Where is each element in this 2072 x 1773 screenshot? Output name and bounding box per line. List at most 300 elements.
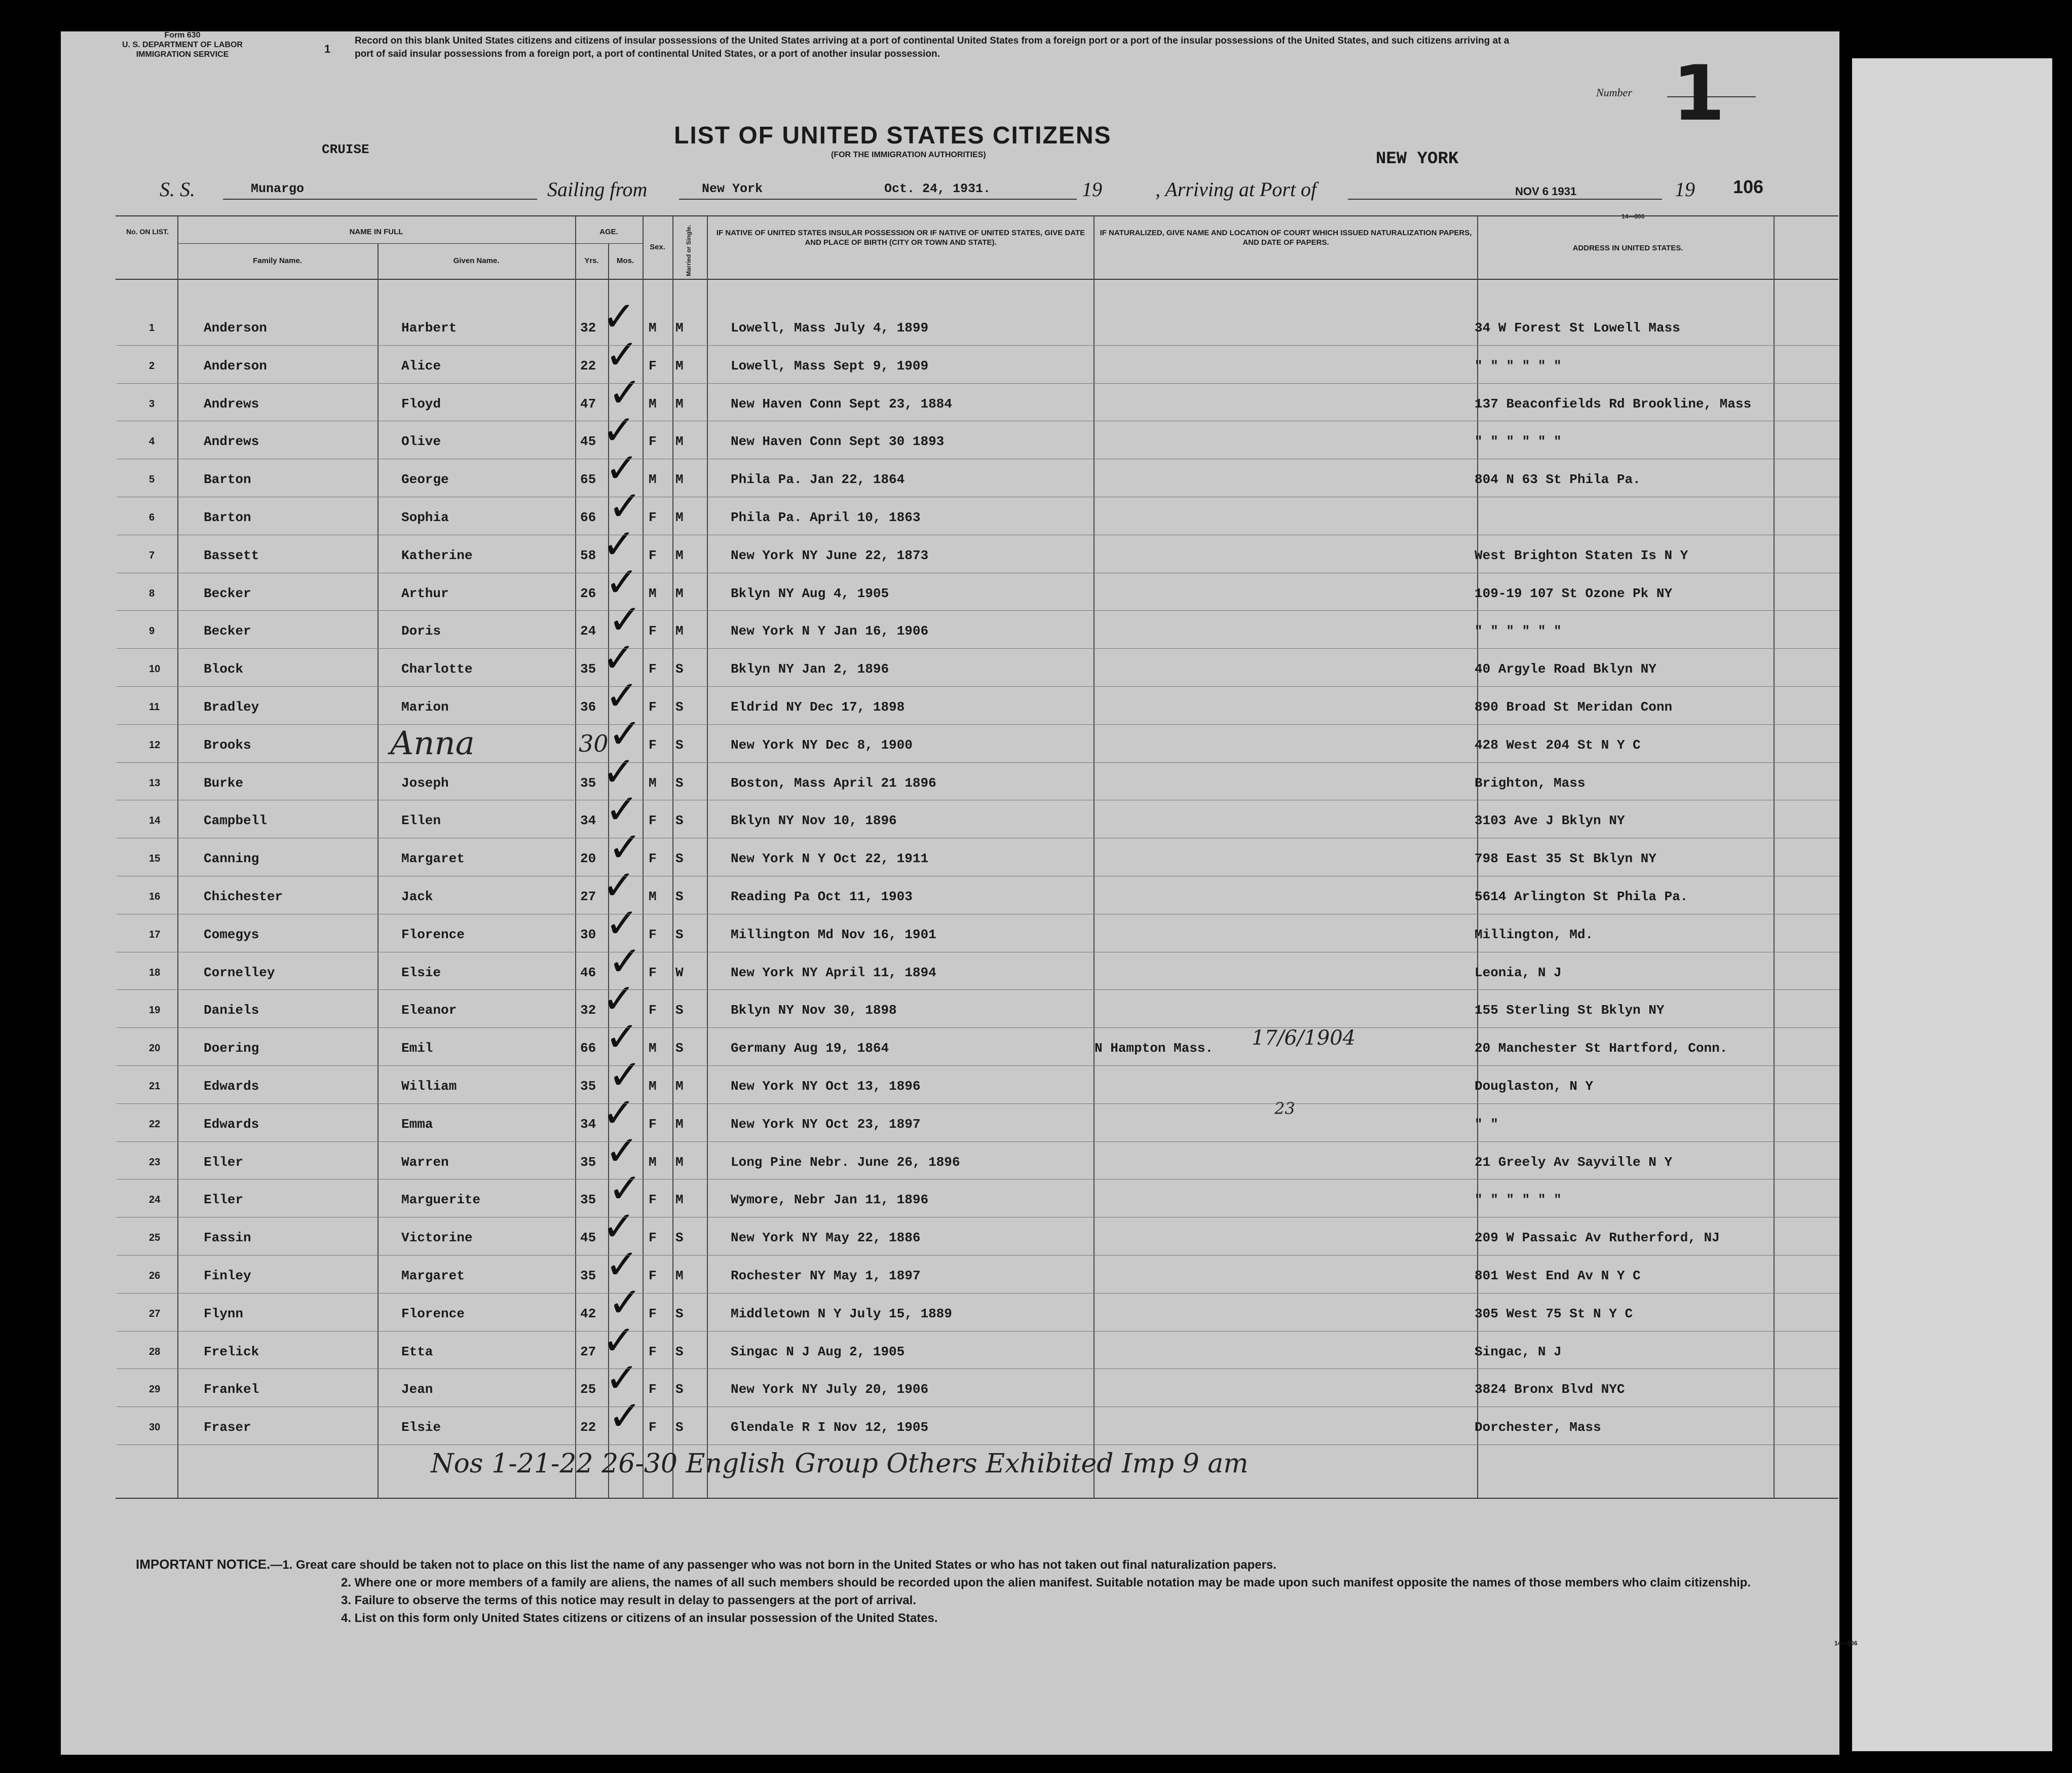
marital-status: M xyxy=(675,434,684,450)
family-name: Barton xyxy=(204,510,251,525)
age-years: 34 xyxy=(580,1116,596,1132)
family-name: Barton xyxy=(204,472,251,488)
handwritten-given-name-12: Anna xyxy=(390,725,475,762)
row-divider xyxy=(117,686,1839,687)
check-mark-icon: ✓ xyxy=(602,748,636,795)
family-name: Brooks xyxy=(204,737,251,753)
birth-place-date: New York NY June 22, 1873 xyxy=(731,547,929,563)
age-years: 27 xyxy=(580,1344,596,1359)
family-name: Edwards xyxy=(204,1116,259,1132)
birth-place-date: Millington Md Nov 16, 1901 xyxy=(731,927,936,942)
row-number: 5 xyxy=(149,474,155,486)
notice-item: —1. Great care should be taken not to place on this list the name of any passenger who was not born in the United States or who has not taken out final naturalization papers. xyxy=(270,1558,1276,1572)
birth-place-date: Glendale R I Nov 12, 1905 xyxy=(731,1420,929,1435)
given-name: Florence xyxy=(401,1306,465,1321)
row-number: 14 xyxy=(149,815,161,827)
birth-place-date: New York N Y Oct 22, 1911 xyxy=(731,851,929,867)
adjacent-page-edge xyxy=(1852,58,2052,1751)
address: 428 West 204 St N Y C xyxy=(1475,737,1641,753)
naturalization-court: N Hampton Mass. xyxy=(1095,1041,1214,1056)
address: Dorchester, Mass xyxy=(1475,1420,1601,1435)
row-number: 28 xyxy=(149,1346,161,1357)
address: 21 Greely Av Sayville N Y xyxy=(1475,1154,1673,1170)
family-name: Frankel xyxy=(204,1382,259,1397)
table-row xyxy=(117,612,1839,650)
age-years: 35 xyxy=(580,1079,596,1094)
col-header-naturalized: IF NATURALIZED, GIVE NAME AND LOCATION OF COURT WHICH ISSUED NATURALIZATION PAPERS, AND DATE OF PAPERS. xyxy=(1100,229,1472,247)
marital-status: S xyxy=(675,813,684,829)
notice-item: 3. Failure to observe the terms of this notice may result in delay to passengers at the port of arrival. xyxy=(341,1594,916,1607)
ship-name: Munargo xyxy=(251,181,305,196)
check-mark-icon: ✓ xyxy=(608,824,643,871)
row-divider xyxy=(117,1331,1839,1332)
age-years: 22 xyxy=(580,1420,596,1435)
form-code-bottom: 14—806 xyxy=(1834,1640,1858,1647)
table-row xyxy=(117,1409,1839,1446)
row-number: 4 xyxy=(149,436,155,448)
birth-place-date: Rochester NY May 1, 1897 xyxy=(731,1268,921,1283)
given-name: Marion xyxy=(401,699,449,715)
sex: F xyxy=(649,1116,657,1132)
marital-status: M xyxy=(675,585,684,601)
sex: M xyxy=(649,775,657,791)
age-years: 35 xyxy=(580,1268,596,1283)
family-name: Eller xyxy=(204,1154,244,1170)
age-years: 34 xyxy=(580,813,596,829)
notice-item: 2. Where one or more members of a family are aliens, the names of all such members should be recorded upon the alien manifest. Suitable notation may be made upon such manifest opposite the names of those members who claim citizenship. xyxy=(341,1576,1751,1590)
family-name: Cornelley xyxy=(204,965,275,980)
birth-place-date: Germany Aug 19, 1864 xyxy=(731,1041,889,1056)
birth-place-date: Boston, Mass April 21 1896 xyxy=(731,775,936,791)
age-years: 45 xyxy=(580,434,596,450)
table-row xyxy=(117,1181,1839,1218)
age-years: 26 xyxy=(580,585,596,601)
birth-place-date: New York NY May 22, 1886 xyxy=(731,1230,921,1246)
given-name: Etta xyxy=(401,1344,433,1359)
birth-place-date: New Haven Conn Sept 30 1893 xyxy=(731,434,945,450)
row-number: 17 xyxy=(149,929,161,940)
col-header-given: Given Name. xyxy=(453,256,500,265)
check-mark-icon: ✓ xyxy=(602,1203,636,1250)
given-name: Sophia xyxy=(401,510,449,525)
given-name: Jack xyxy=(401,889,433,904)
col-header-mos: Mos. xyxy=(616,256,634,265)
birth-place-date: Phila Pa. Jan 22, 1864 xyxy=(731,472,905,488)
table-row xyxy=(117,916,1839,953)
sailing-label: Sailing from xyxy=(547,178,648,201)
check-mark-icon: ✓ xyxy=(602,1089,636,1136)
row-number: 10 xyxy=(149,663,161,675)
address: 109-19 107 St Ozone Pk NY xyxy=(1475,585,1673,601)
row-number: 27 xyxy=(149,1308,161,1319)
marital-status: S xyxy=(675,661,684,677)
age-years: 36 xyxy=(580,699,596,715)
given-name: Eleanor xyxy=(401,1003,457,1018)
family-name: Frelick xyxy=(204,1344,259,1359)
given-name: Margaret xyxy=(401,1268,465,1283)
arrival-date: NOV 6 1931 xyxy=(1515,185,1577,198)
table-row xyxy=(117,878,1839,915)
given-name: Jean xyxy=(401,1382,433,1397)
marital-status: M xyxy=(675,472,684,488)
year-suffix: 19 xyxy=(1675,178,1695,201)
arriving-port: NEW YORK xyxy=(1376,150,1459,169)
family-name: Fraser xyxy=(204,1420,251,1435)
check-mark-icon: ✓ xyxy=(602,634,636,682)
row-number: 25 xyxy=(149,1232,161,1244)
sex: F xyxy=(649,813,657,829)
table-row xyxy=(117,499,1839,536)
row-number: 22 xyxy=(149,1118,161,1130)
row-number: 29 xyxy=(149,1384,161,1395)
row-number: 11 xyxy=(149,701,160,713)
table-row xyxy=(117,1333,1839,1371)
given-name: Olive xyxy=(401,434,441,450)
check-mark-icon: ✓ xyxy=(602,407,636,454)
check-mark-icon: ✓ xyxy=(602,293,636,340)
sex: F xyxy=(649,927,657,942)
col-header-sex: Sex. xyxy=(650,243,665,251)
table-row xyxy=(117,1067,1839,1105)
birth-place-date: New York NY Oct 23, 1897 xyxy=(731,1116,921,1132)
address: 34 W Forest St Lowell Mass xyxy=(1475,320,1680,336)
table-row xyxy=(117,1371,1839,1408)
address: 804 N 63 St Phila Pa. xyxy=(1475,472,1641,488)
handwritten-age-12: 30 xyxy=(579,730,609,757)
row-divider xyxy=(117,1065,1839,1066)
ss-label: S. S. xyxy=(160,178,195,201)
row-number: 7 xyxy=(149,549,155,561)
birth-place-date: Lowell, Mass Sept 9, 1909 xyxy=(731,358,929,374)
row-number: 21 xyxy=(149,1081,161,1092)
row-divider xyxy=(117,1027,1839,1028)
marital-status: M xyxy=(675,396,684,412)
birth-place-date: Bklyn NY Nov 10, 1896 xyxy=(731,813,897,829)
marital-status: M xyxy=(675,1079,684,1094)
given-name: Marguerite xyxy=(401,1192,481,1208)
table-row xyxy=(117,385,1839,423)
birth-place-date: Singac N J Aug 2, 1905 xyxy=(731,1344,905,1359)
intro-text: Record on this blank United States citizens and citizens of insular possessions of the United States arriving at a port of continental United States from a foreign port or a port of the insular possessions of the United States, and such citizens arriving at a port of said insular possessions from a foreign port, a port of continental United States, or a port of another insular possession. xyxy=(355,35,1510,59)
table-header-bottom xyxy=(116,279,1838,280)
given-name: Elsie xyxy=(401,965,441,980)
family-name: Doering xyxy=(204,1041,259,1056)
marital-status: W xyxy=(675,965,684,980)
address: 40 Argyle Road Bklyn NY xyxy=(1475,661,1656,677)
marital-status: S xyxy=(675,927,684,942)
row-number: 13 xyxy=(149,777,161,789)
table-row xyxy=(117,1257,1839,1295)
address: Douglaston, N Y xyxy=(1475,1079,1594,1094)
address: 3824 Bronx Blvd NYC xyxy=(1475,1382,1625,1397)
service: IMMIGRATION SERVICE xyxy=(136,50,229,59)
address: 155 Sterling St Bklyn NY xyxy=(1475,1003,1665,1018)
age-years: 22 xyxy=(580,358,596,374)
check-mark-icon: ✓ xyxy=(602,1316,636,1364)
marital-status: M xyxy=(675,510,684,525)
table-row xyxy=(117,991,1839,1029)
family-name: Becker xyxy=(204,623,251,639)
age-years: 32 xyxy=(580,320,596,336)
family-name: Fassin xyxy=(204,1230,251,1246)
age-years: 35 xyxy=(580,1192,596,1208)
age-years: 58 xyxy=(580,547,596,563)
list-number: 1 xyxy=(1672,50,1725,138)
birth-place-date: Bklyn NY Aug 4, 1905 xyxy=(731,585,889,601)
sex: M xyxy=(649,472,657,488)
sex: F xyxy=(649,623,657,639)
col-header-address: ADDRESS IN UNITED STATES. xyxy=(1572,244,1683,252)
arrival-underline xyxy=(1348,199,1662,200)
sailing-date: Oct. 24, 1931. xyxy=(884,181,991,196)
col-header-age: AGE. xyxy=(599,228,618,236)
given-name: Florence xyxy=(401,927,465,942)
family-name: Anderson xyxy=(204,358,267,374)
address: " " " " " " xyxy=(1475,623,1562,639)
address: 137 Beaconfields Rd Brookline, Mass xyxy=(1475,396,1752,412)
family-name: Bassett xyxy=(204,547,259,563)
check-mark-icon: ✓ xyxy=(608,483,643,530)
check-mark-icon: ✓ xyxy=(602,975,636,1023)
given-name: Doris xyxy=(401,623,441,639)
age-years: 35 xyxy=(580,1154,596,1170)
address: " " " " " " xyxy=(1475,1192,1562,1208)
check-mark-icon: ✓ xyxy=(602,520,636,568)
sex: M xyxy=(649,585,657,601)
handwritten-bottom-note: Nos 1-21-22 26-30 English Group Others Exhibited Imp 9 am xyxy=(431,1449,1249,1479)
check-mark-icon: ✓ xyxy=(605,1354,639,1402)
sex: F xyxy=(649,1306,657,1321)
cruise-stamp: CRUISE xyxy=(322,142,369,157)
given-name: Emil xyxy=(401,1041,433,1056)
form-code-top: 14—806 xyxy=(1622,213,1645,220)
row-number: 19 xyxy=(149,1005,161,1016)
table-row xyxy=(117,537,1839,574)
row-divider xyxy=(117,762,1839,763)
given-name: Victorine xyxy=(401,1230,473,1246)
sex: M xyxy=(649,1154,657,1170)
birth-place-date: Bklyn NY Nov 30, 1898 xyxy=(731,1003,897,1018)
table-row xyxy=(117,802,1839,839)
table-bottom-border xyxy=(116,1498,1838,1499)
age-years: 25 xyxy=(580,1382,596,1397)
family-name: Bradley xyxy=(204,699,259,715)
row-divider xyxy=(117,724,1839,725)
age-years: 65 xyxy=(580,472,596,488)
given-name: Joseph xyxy=(401,775,449,791)
given-name: Alice xyxy=(401,358,441,374)
age-years: 24 xyxy=(580,623,596,639)
birth-place-date: Middletown N Y July 15, 1889 xyxy=(731,1306,952,1321)
given-name: George xyxy=(401,472,449,488)
table-top-border xyxy=(116,215,1838,216)
address: Singac, N J xyxy=(1475,1344,1562,1359)
table-row xyxy=(117,575,1839,612)
check-mark-icon: ✓ xyxy=(605,445,639,492)
given-name: Charlotte xyxy=(401,661,473,677)
address: Millington, Md. xyxy=(1475,927,1594,942)
col-header-no: No. ON LIST. xyxy=(126,228,169,236)
check-mark-icon: ✓ xyxy=(605,1127,639,1174)
sex: M xyxy=(649,889,657,904)
table-row xyxy=(117,726,1839,764)
row-number: 30 xyxy=(149,1422,161,1433)
col-header-name: NAME IN FULL xyxy=(349,228,403,236)
page-code: 106 xyxy=(1733,176,1764,197)
sex: M xyxy=(649,1079,657,1094)
check-mark-icon: ✓ xyxy=(608,368,643,416)
age-years: 20 xyxy=(580,851,596,867)
row-number: 6 xyxy=(149,512,155,523)
given-name: Arthur xyxy=(401,585,449,601)
marital-status: S xyxy=(675,851,684,867)
row-number: 9 xyxy=(149,625,155,637)
row-number: 26 xyxy=(149,1270,161,1281)
marital-status: S xyxy=(675,737,684,753)
col-header-birth: IF NATIVE OF UNITED STATES INSULAR POSSESSION OR IF NATIVE OF UNITED STATES, GIVE DATE AND PLACE OF BIRTH (CITY OR TOWN AND STATE). xyxy=(716,229,1085,247)
sex: F xyxy=(649,434,657,450)
department: U. S. DEPARTMENT OF LABOR xyxy=(122,41,243,49)
address: 20 Manchester St Hartford, Conn. xyxy=(1475,1041,1728,1056)
marital-status: S xyxy=(675,1306,684,1321)
number-label: Number xyxy=(1596,86,1632,99)
row-divider xyxy=(117,648,1839,649)
given-name: Ellen xyxy=(401,813,441,829)
sex: F xyxy=(649,1192,657,1208)
age-years: 47 xyxy=(580,396,596,412)
row-number: 3 xyxy=(149,398,155,410)
row-number: 8 xyxy=(149,587,155,599)
birth-place-date: Eldrid NY Dec 17, 1898 xyxy=(731,699,905,715)
age-years: 42 xyxy=(580,1306,596,1321)
arriving-label: , Arriving at Port of xyxy=(1155,178,1317,201)
check-mark-icon: ✓ xyxy=(605,558,639,606)
address: 209 W Passaic Av Rutherford, NJ xyxy=(1475,1230,1720,1246)
marital-status: M xyxy=(675,547,684,563)
given-name: Elsie xyxy=(401,1420,441,1435)
form-info xyxy=(81,30,284,59)
important-notice xyxy=(136,1556,1808,1627)
birth-place-date: New York NY April 11, 1894 xyxy=(731,965,936,980)
marital-status: S xyxy=(675,889,684,904)
family-name: Daniels xyxy=(204,1003,259,1018)
table-row xyxy=(117,1143,1839,1181)
table-row xyxy=(117,347,1839,385)
row-divider xyxy=(117,1293,1839,1294)
table-row xyxy=(117,688,1839,726)
sex: M xyxy=(649,1041,657,1056)
address: " " " " " " xyxy=(1475,434,1562,450)
table-row xyxy=(117,1029,1839,1067)
check-mark-icon: ✓ xyxy=(605,672,639,719)
birth-place-date: Phila Pa. April 10, 1863 xyxy=(731,510,921,525)
row-number: 2 xyxy=(149,360,155,372)
marital-status: S xyxy=(675,1230,684,1246)
age-years: 45 xyxy=(580,1230,596,1246)
marital-status: M xyxy=(675,1116,684,1132)
marital-status: M xyxy=(675,1154,684,1170)
check-mark-icon: ✓ xyxy=(608,937,643,985)
form-number: Form 630 xyxy=(164,31,201,40)
marital-status: S xyxy=(675,1041,684,1056)
sex: F xyxy=(649,547,657,563)
row-number: 16 xyxy=(149,891,161,902)
given-name: Emma xyxy=(401,1116,433,1132)
marital-status: S xyxy=(675,699,684,715)
address: 305 West 75 St N Y C xyxy=(1475,1306,1633,1321)
notice-item: 4. List on this form only United States citizens or citizens of an insular possession of the United States. xyxy=(341,1611,938,1625)
address: " " xyxy=(1475,1116,1498,1132)
address: 798 East 35 St Bklyn NY xyxy=(1475,851,1656,867)
family-name: Andrews xyxy=(204,396,259,412)
sex: M xyxy=(649,396,657,412)
check-mark-icon: ✓ xyxy=(605,1241,639,1288)
address: West Brighton Staten Is N Y xyxy=(1475,547,1688,563)
row-number: 20 xyxy=(149,1043,161,1054)
given-name: William xyxy=(401,1079,457,1094)
sailing-underline xyxy=(679,199,1077,200)
sex: F xyxy=(649,965,657,980)
check-mark-icon: ✓ xyxy=(605,899,639,947)
check-mark-icon: ✓ xyxy=(608,596,643,644)
marital-status: M xyxy=(675,1268,684,1283)
row-number: 18 xyxy=(149,967,161,978)
col-header-married: Married or Single. xyxy=(685,225,692,276)
check-mark-icon: ✓ xyxy=(605,330,639,378)
check-mark-icon: ✓ xyxy=(608,710,643,757)
sex: F xyxy=(649,1382,657,1397)
age-years: 30 xyxy=(580,927,596,942)
sex: F xyxy=(649,358,657,374)
marital-status: S xyxy=(675,1344,684,1359)
family-name: Anderson xyxy=(204,320,267,336)
table-row xyxy=(117,840,1839,877)
sex: F xyxy=(649,1344,657,1359)
marital-status: M xyxy=(675,623,684,639)
family-name: Burke xyxy=(204,775,244,791)
birth-place-date: Bklyn NY Jan 2, 1896 xyxy=(731,661,889,677)
address: 890 Broad St Meridan Conn xyxy=(1475,699,1673,715)
handwritten-note: 23 xyxy=(1274,1099,1295,1118)
year-prefix: 19 xyxy=(1082,178,1102,201)
table-row xyxy=(117,1295,1839,1333)
age-years: 32 xyxy=(580,1003,596,1018)
age-years: 66 xyxy=(580,1041,596,1056)
marital-status: M xyxy=(675,358,684,374)
header-subdivider xyxy=(177,243,643,244)
family-name: Block xyxy=(204,661,244,677)
age-years: 66 xyxy=(580,510,596,525)
sex: F xyxy=(649,851,657,867)
birth-place-date: New Haven Conn Sept 23, 1884 xyxy=(731,396,952,412)
given-name: Floyd xyxy=(401,396,441,412)
family-name: Campbell xyxy=(204,813,267,829)
handwritten-naturalization-date: 17/6/1904 xyxy=(1252,1026,1356,1050)
check-mark-icon: ✓ xyxy=(608,1392,643,1440)
address: " " " " " " xyxy=(1475,358,1562,374)
table-row xyxy=(117,1105,1839,1143)
row-divider xyxy=(117,1141,1839,1142)
sex: F xyxy=(649,1268,657,1283)
table-row xyxy=(117,650,1839,688)
check-mark-icon: ✓ xyxy=(608,1165,643,1212)
birth-place-date: Lowell, Mass July 4, 1899 xyxy=(731,320,929,336)
page-title: LIST OF UNITED STATES CITIZENS xyxy=(674,122,1112,149)
family-name: Becker xyxy=(204,585,251,601)
address: Leonia, N J xyxy=(1475,965,1562,980)
marital-status: S xyxy=(675,1420,684,1435)
col-header-yrs: Yrs. xyxy=(584,256,599,265)
